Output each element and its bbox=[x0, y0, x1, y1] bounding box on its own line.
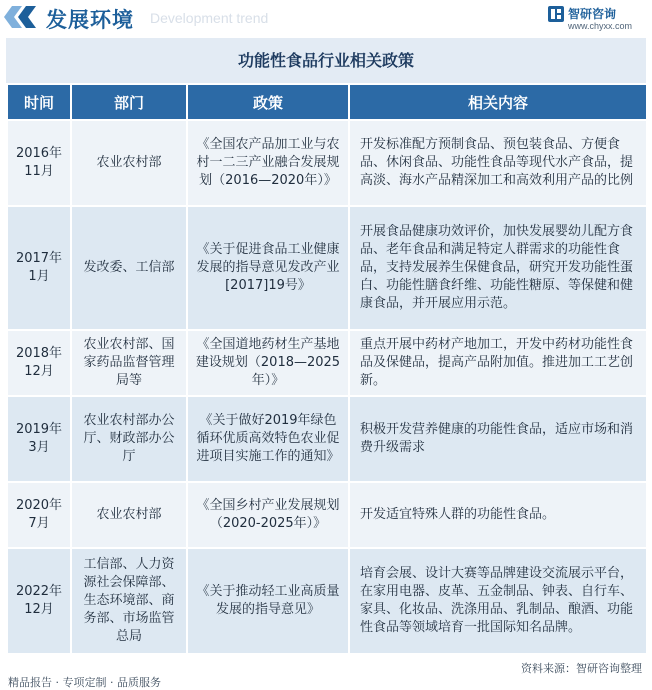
cell-policy: 《全国农产品加工业与农村一二三产业融合发展规划（2016—2020年）》 bbox=[187, 120, 349, 206]
chevron-marks-icon bbox=[4, 6, 44, 28]
cell-department: 农业农村部办公厅、财政部办公厅 bbox=[71, 396, 187, 482]
brand-name: 智研咨询 bbox=[568, 7, 617, 21]
cell-department: 农业农村部 bbox=[71, 482, 187, 548]
brand-logo bbox=[548, 4, 638, 36]
table-row bbox=[7, 330, 647, 396]
table-row bbox=[7, 482, 647, 548]
cell-policy: 《关于推动轻工业高质量发展的指导意见》 bbox=[187, 548, 349, 654]
cell-time: 2020年7月 bbox=[7, 482, 71, 548]
table-row bbox=[7, 206, 647, 330]
table-title: 功能性食品行业相关政策 bbox=[237, 51, 414, 70]
watermark-text: Development trend bbox=[150, 10, 269, 26]
cell-time: 2017年1月 bbox=[7, 206, 71, 330]
column-header-time: 时间 bbox=[7, 84, 71, 120]
cell-time: 2022年12月 bbox=[7, 548, 71, 654]
cell-content: 开发适宜特殊人群的功能性食品。 bbox=[349, 482, 647, 548]
section-title: 发展环境 bbox=[46, 8, 134, 32]
column-header-policy: 政策 bbox=[187, 84, 349, 120]
cell-department: 工信部、人力资源社会保障部、生态环境部、商务部、市场监管总局 bbox=[71, 548, 187, 654]
footer-tagline: 精品报告 · 专项定制 · 品质服务 bbox=[8, 676, 161, 689]
cell-content: 积极开发营养健康的功能性食品，适应市场和消费升级需求 bbox=[349, 396, 647, 482]
footer bbox=[0, 654, 652, 690]
table-row bbox=[7, 548, 647, 654]
cell-department: 农业农村部、国家药品监督管理局等 bbox=[71, 330, 187, 396]
cell-time: 2019年3月 bbox=[7, 396, 71, 482]
brand-mark-icon bbox=[548, 6, 564, 22]
header-bar bbox=[0, 0, 652, 34]
cell-content: 培育会展、设计大赛等品牌建设交流展示平台，在家用电器、皮革、五金制品、钟表、自行车、家具、化妆品、洗涤用品、乳制品、酿酒、功能性食品等领域培育一批国际知名品牌。 bbox=[349, 548, 647, 654]
column-header-department: 部门 bbox=[71, 84, 187, 120]
cell-content: 开展食品健康功效评价，加快发展婴幼儿配方食品、老年食品和满足特定人群需求的功能性食品，支持发展养生保健食品，研究开发功能性蛋白、功能性膳食纤维、功能性糖原、等保健和健康食品，并开展应用示范。 bbox=[349, 206, 647, 330]
cell-content: 重点开展中药材产地加工，开发中药材功能性食品及保健品，提高产品附加值。推进加工工艺创新。 bbox=[349, 330, 647, 396]
cell-policy: 《全国乡村产业发展规划（2020-2025年）》 bbox=[187, 482, 349, 548]
policy-table bbox=[6, 83, 648, 655]
table-header-row bbox=[7, 84, 647, 120]
cell-department: 发改委、工信部 bbox=[71, 206, 187, 330]
cell-time: 2018年12月 bbox=[7, 330, 71, 396]
table-row bbox=[7, 120, 647, 206]
cell-policy: 《全国道地药材生产基地建设规划（2018—2025年）》 bbox=[187, 330, 349, 396]
table-row bbox=[7, 396, 647, 482]
cell-department: 农业农村部 bbox=[71, 120, 187, 206]
footer-source: 资料来源：智研咨询整理 bbox=[521, 662, 642, 675]
cell-content: 开发标准配方预制食品、预包装食品、方便食品、休闲食品、功能性食品等现代水产食品，提高淡、海水产品精深加工和高效利用产品的比例 bbox=[349, 120, 647, 206]
brand-url: www.chyxx.com bbox=[568, 21, 633, 31]
column-header-content: 相关内容 bbox=[349, 84, 647, 120]
cell-policy: 《关于促进食品工业健康发展的指导意见发改产业[2017]19号》 bbox=[187, 206, 349, 330]
policy-table-panel bbox=[6, 38, 646, 654]
cell-time: 2016年11月 bbox=[7, 120, 71, 206]
cell-policy: 《关于做好2019年绿色循环优质高效特色农业促进项目实施工作的通知》 bbox=[187, 396, 349, 482]
